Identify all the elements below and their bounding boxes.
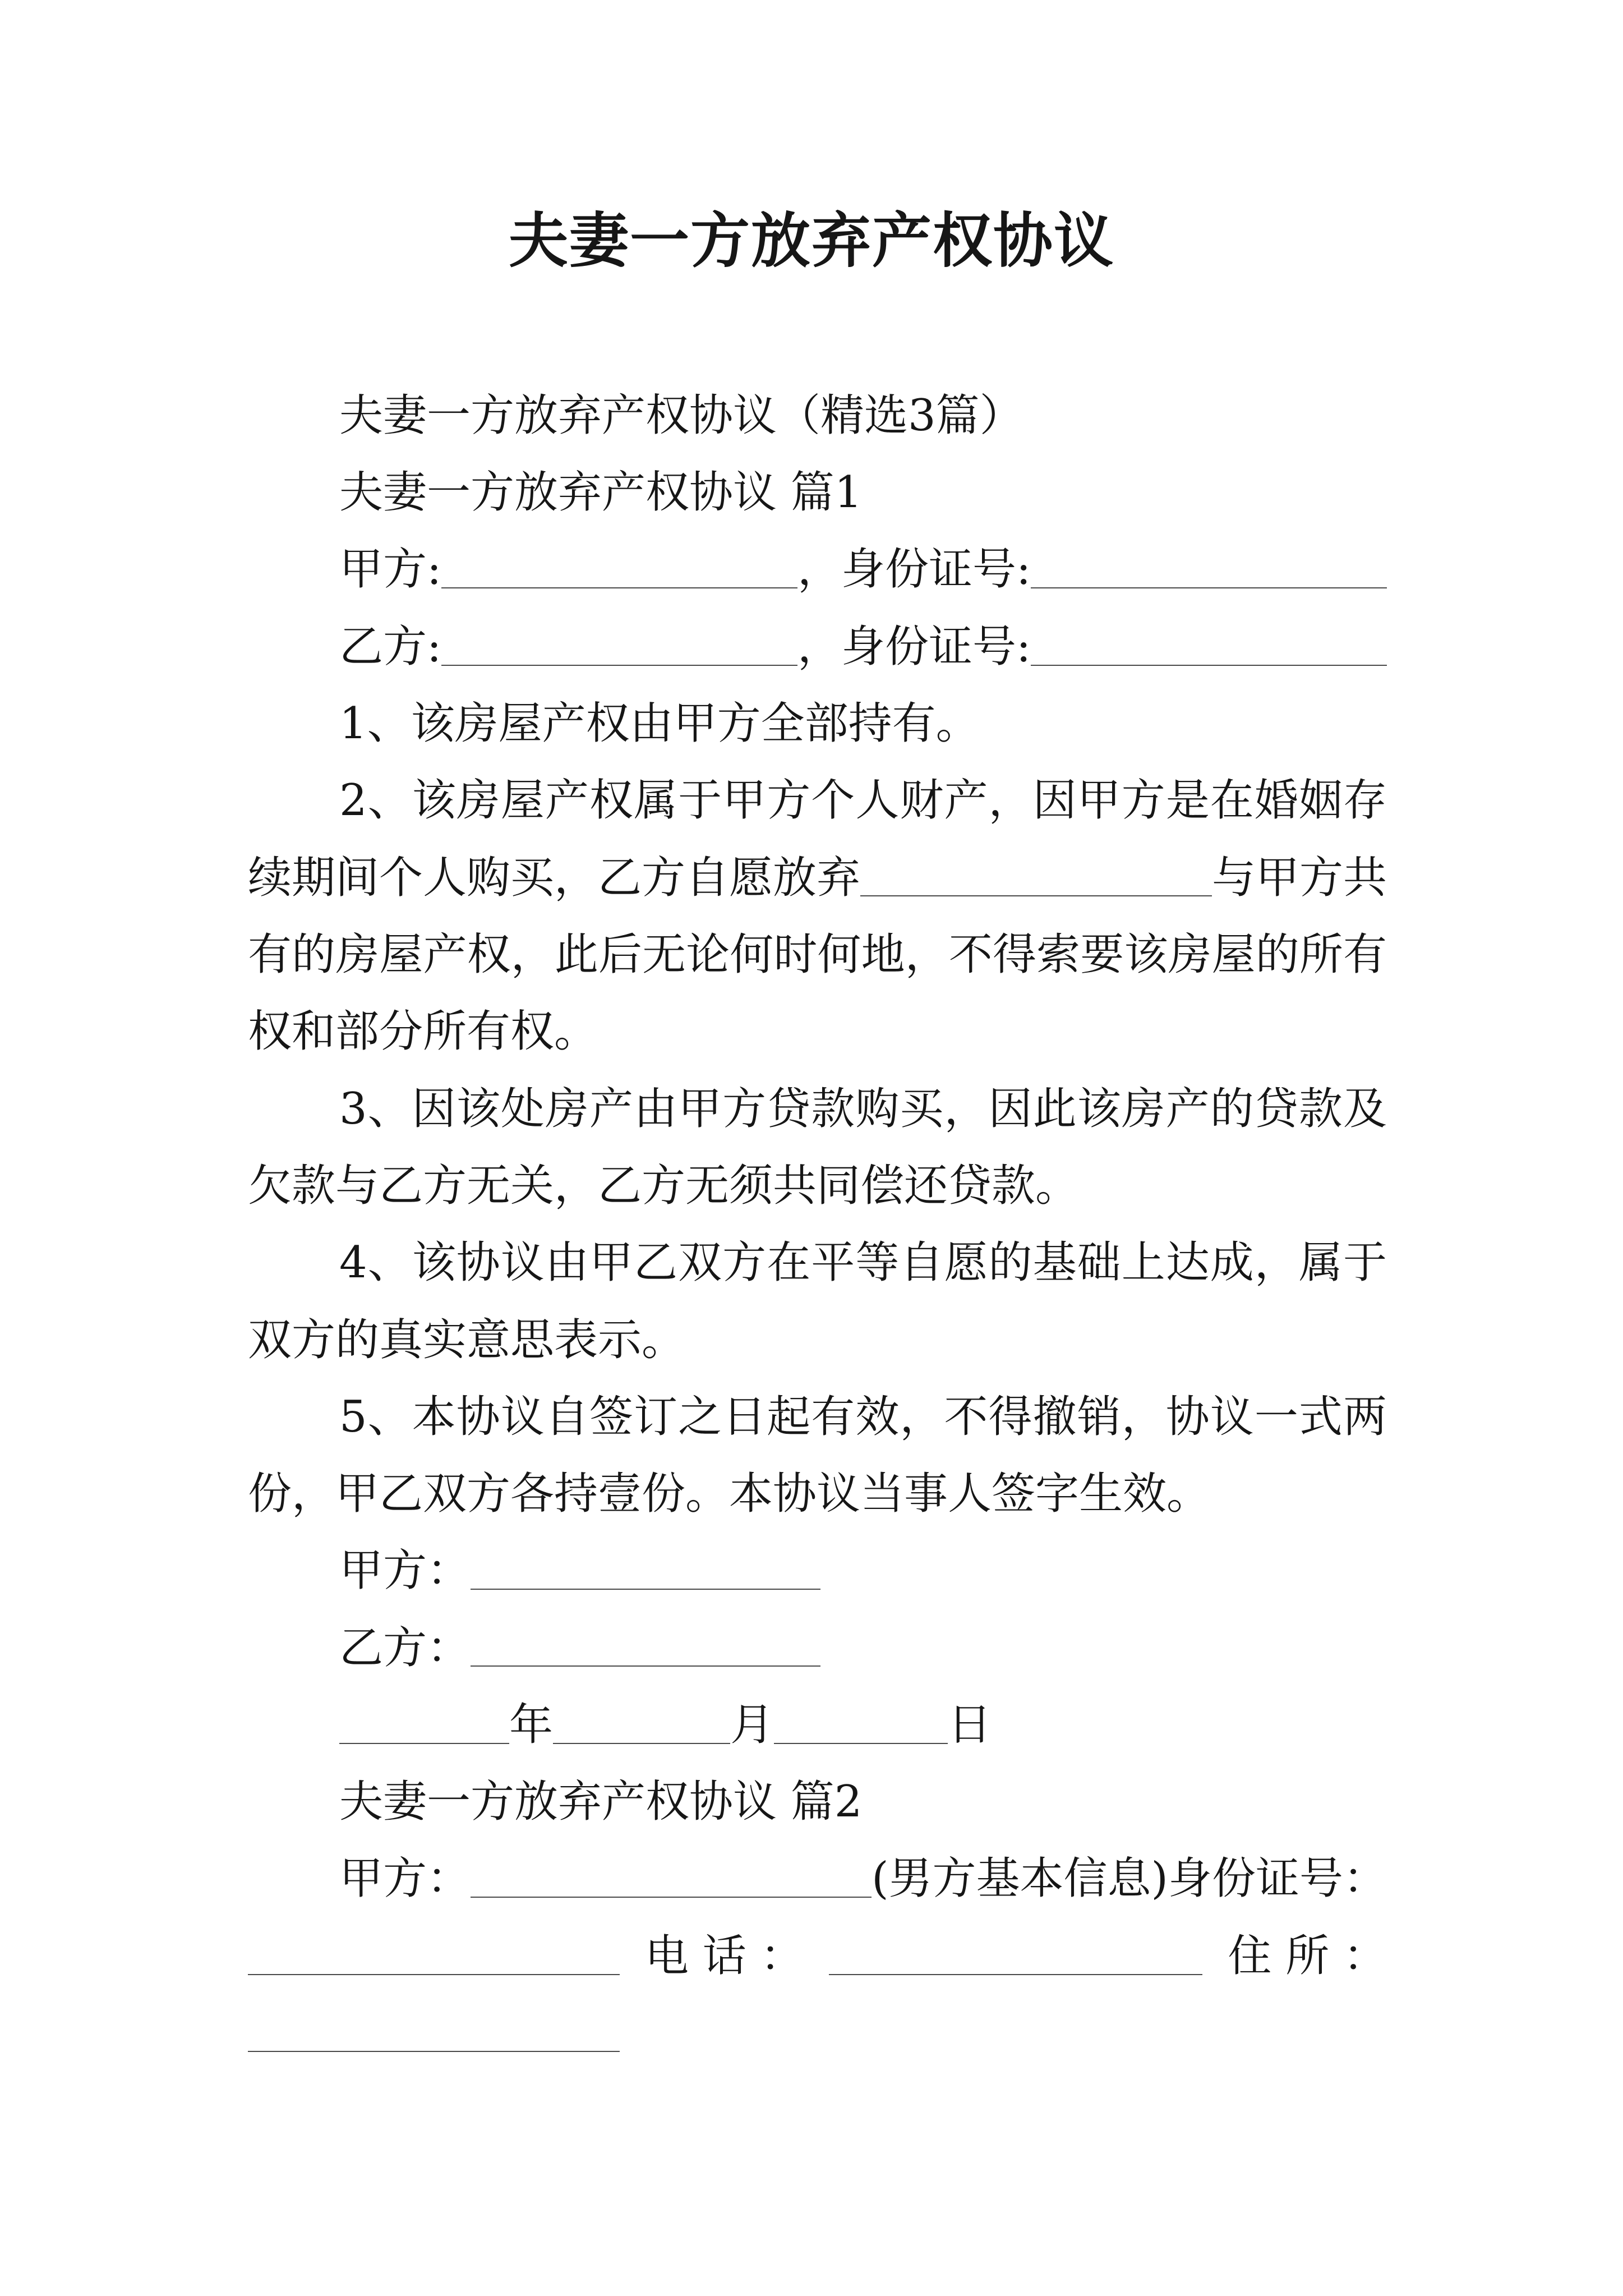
- part2-heading: 夫妻一方放弃产权协议 篇2: [339, 1777, 863, 1828]
- clause-4-line-1: 4、该协议由甲乙双方在平等自愿的基础上达成，属于: [339, 1237, 1387, 1289]
- part2-address-blank: [248, 2015, 620, 2052]
- clause-1: 1、该房屋产权由甲方全部持有。: [339, 698, 980, 749]
- part2-id-blank: [248, 1938, 620, 1975]
- signature-date-row: [248, 1687, 1387, 1764]
- part2-party-a-label: 甲方：: [339, 1853, 471, 1904]
- signature-party-a-row: [248, 1533, 1387, 1609]
- clause-3-line-2: 欠款与乙方无关，乙方无须共同偿还贷款。: [248, 1160, 1080, 1211]
- document-title: 夫妻一方放弃产权协议: [509, 205, 1114, 275]
- clause-3-line-1: 3、因该处房产由甲方贷款购买，因此该房产的贷款及: [339, 1083, 1387, 1134]
- part2-party-a-row: [248, 1841, 1387, 1918]
- signature-party-b-blank: [471, 1630, 820, 1667]
- day-label: 日: [948, 1699, 992, 1750]
- party-a-label: 甲方:: [339, 544, 442, 595]
- party-b-id-label: ，身份证号:: [797, 621, 1031, 672]
- party-b-id-blank: [1031, 629, 1387, 666]
- part2-party-a-info: (男方基本信息)身份证号：: [872, 1853, 1387, 1904]
- part2-party-a-blank: [471, 1861, 872, 1898]
- month-blank: [553, 1707, 730, 1744]
- document-body: [248, 378, 1387, 2072]
- clause-2-blank: [860, 859, 1212, 896]
- clause-2-line-4: 权和部分所有权。: [248, 1006, 598, 1057]
- part2-address-label: 住 所 ：: [1228, 1930, 1387, 1981]
- party-a-id-label: ，身份证号:: [797, 544, 1031, 595]
- clause-2-line-2-before: 续期间个人购买，乙方自愿放弃: [248, 852, 861, 903]
- part2-contact-row: [248, 1918, 1387, 1995]
- clause-2-line-2: [248, 840, 1387, 917]
- clause-2-line-3: 有的房屋产权，此后无论何时何地，不得索要该房屋的所有: [248, 930, 1387, 981]
- signature-party-b-label: 乙方：: [339, 1622, 471, 1673]
- month-label: 月: [730, 1699, 774, 1750]
- party-a-id-blank: [1031, 551, 1387, 588]
- signature-party-a-label: 甲方：: [339, 1545, 471, 1596]
- part2-phone-blank: [829, 1938, 1202, 1975]
- party-b-label: 乙方:: [339, 621, 442, 672]
- signature-party-b-row: [248, 1610, 1387, 1687]
- clause-4-line-2: 双方的真实意思表示。: [248, 1314, 686, 1365]
- clause-5-line-2: 份，甲乙双方各持壹份。本协议当事人签字生效。: [248, 1469, 1211, 1520]
- year-blank: [339, 1707, 509, 1744]
- party-a-name-blank: [441, 551, 797, 588]
- part2-address-row: [248, 1995, 1387, 2072]
- party-b-name-blank: [441, 629, 797, 666]
- part2-phone-label: 电 话 ：: [644, 1930, 804, 1981]
- clause-5-line-1: 5、本协议自签订之日起有效，不得撤销，协议一式两: [339, 1391, 1387, 1442]
- part1-heading: 夫妻一方放弃产权协议 篇1: [339, 467, 863, 518]
- party-b-row: [248, 609, 1387, 685]
- clause-2-line-2-after: 与甲方共: [1211, 852, 1387, 903]
- clause-2-line-1: 2、该房屋产权属于甲方个人财产，因甲方是在婚姻存: [339, 775, 1387, 826]
- party-a-row: [248, 532, 1387, 609]
- signature-party-a-blank: [471, 1553, 820, 1590]
- year-label: 年: [509, 1699, 554, 1750]
- day-blank: [774, 1707, 948, 1744]
- intro-line: 夫妻一方放弃产权协议（精选3篇）: [339, 390, 1023, 441]
